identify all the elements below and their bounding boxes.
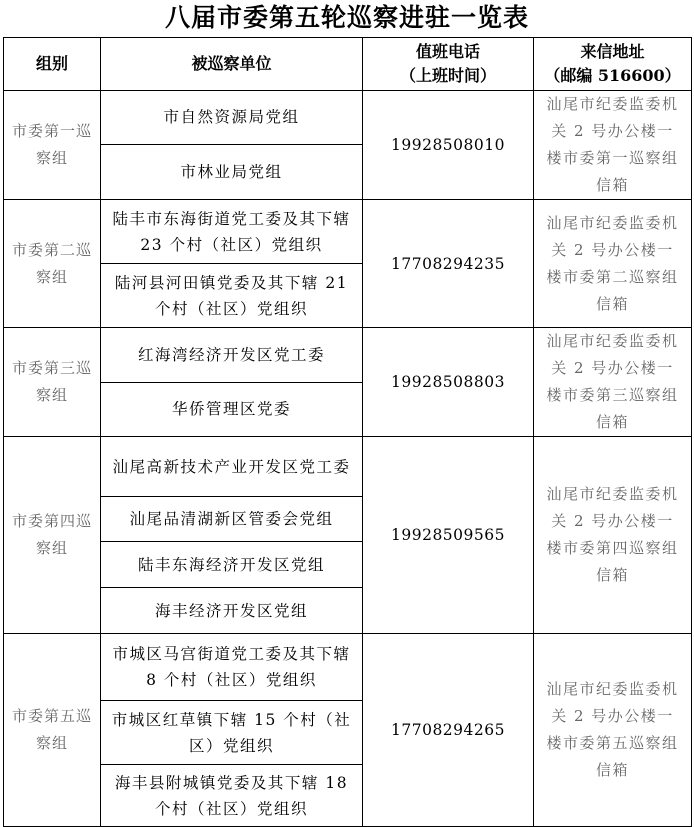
header-units: 被巡察单位 xyxy=(101,38,363,91)
table-row xyxy=(4,437,692,497)
unit-cell: 市城区马宫街道党工委及其下辖 8 个村（社区）党组织 xyxy=(101,634,363,701)
table-row xyxy=(4,328,692,383)
header-address-line2: （邮编 516600） xyxy=(544,66,681,85)
phone-cell: 17708294235 xyxy=(363,200,534,328)
unit-cell: 汕尾品清湖新区管委会党组 xyxy=(101,497,363,542)
address-cell: 汕尾市纪委监委机关 2 号办公楼一楼市委第五巡察组信箱 xyxy=(534,634,692,827)
header-phone xyxy=(363,38,534,91)
inspection-table xyxy=(3,37,692,827)
group-name: 市委第二巡察组 xyxy=(4,200,101,328)
address-cell: 汕尾市纪委监委机关 2 号办公楼一楼市委第二巡察组信箱 xyxy=(534,200,692,328)
table-row xyxy=(4,91,692,145)
unit-cell: 陆丰市东海街道党工委及其下辖 23 个村（社区）党组织 xyxy=(101,200,363,264)
phone-cell: 17708294265 xyxy=(363,634,534,827)
group-name: 市委第三巡察组 xyxy=(4,328,101,437)
document-title: 八届市委第五轮巡察进驻一览表 xyxy=(164,3,529,32)
unit-cell: 华侨管理区党委 xyxy=(101,382,363,437)
header-phone-line1: 值班电话 xyxy=(415,42,480,61)
header-group: 组别 xyxy=(4,38,101,91)
table-row xyxy=(4,634,692,701)
table-row xyxy=(4,200,692,264)
phone-cell: 19928508010 xyxy=(363,91,534,200)
header-address-line1: 来信地址 xyxy=(580,42,645,61)
unit-cell: 陆河县河田镇党委及其下辖 21 个村（社区）党组织 xyxy=(101,264,363,328)
address-cell: 汕尾市纪委监委机关 2 号办公楼一楼市委第一巡察组信箱 xyxy=(534,91,692,200)
header-phone-line2: （上班时间） xyxy=(399,66,496,85)
phone-cell: 19928508803 xyxy=(363,328,534,437)
address-cell: 汕尾市纪委监委机关 2 号办公楼一楼市委第四巡察组信箱 xyxy=(534,437,692,634)
unit-cell: 市自然资源局党组 xyxy=(101,91,363,145)
table-header-row xyxy=(4,38,692,91)
unit-cell: 海丰县附城镇党委及其下辖 18 个村（社区）党组织 xyxy=(101,765,363,827)
unit-cell: 陆丰东海经济开发区党组 xyxy=(101,542,363,588)
group-name: 市委第一巡察组 xyxy=(4,91,101,200)
unit-cell: 海丰经济开发区党组 xyxy=(101,588,363,634)
unit-cell: 市林业局党组 xyxy=(101,144,363,199)
unit-cell: 红海湾经济开发区党工委 xyxy=(101,328,363,383)
group-name: 市委第四巡察组 xyxy=(4,437,101,634)
unit-cell: 汕尾高新技术产业开发区党工委 xyxy=(101,437,363,497)
group-name: 市委第五巡察组 xyxy=(4,634,101,827)
address-cell: 汕尾市纪委监委机关 2 号办公楼一楼市委第三巡察组信箱 xyxy=(534,328,692,437)
phone-cell: 19928509565 xyxy=(363,437,534,634)
unit-cell: 市城区红草镇下辖 15 个村（社区）党组织 xyxy=(101,701,363,765)
header-address xyxy=(534,38,692,91)
